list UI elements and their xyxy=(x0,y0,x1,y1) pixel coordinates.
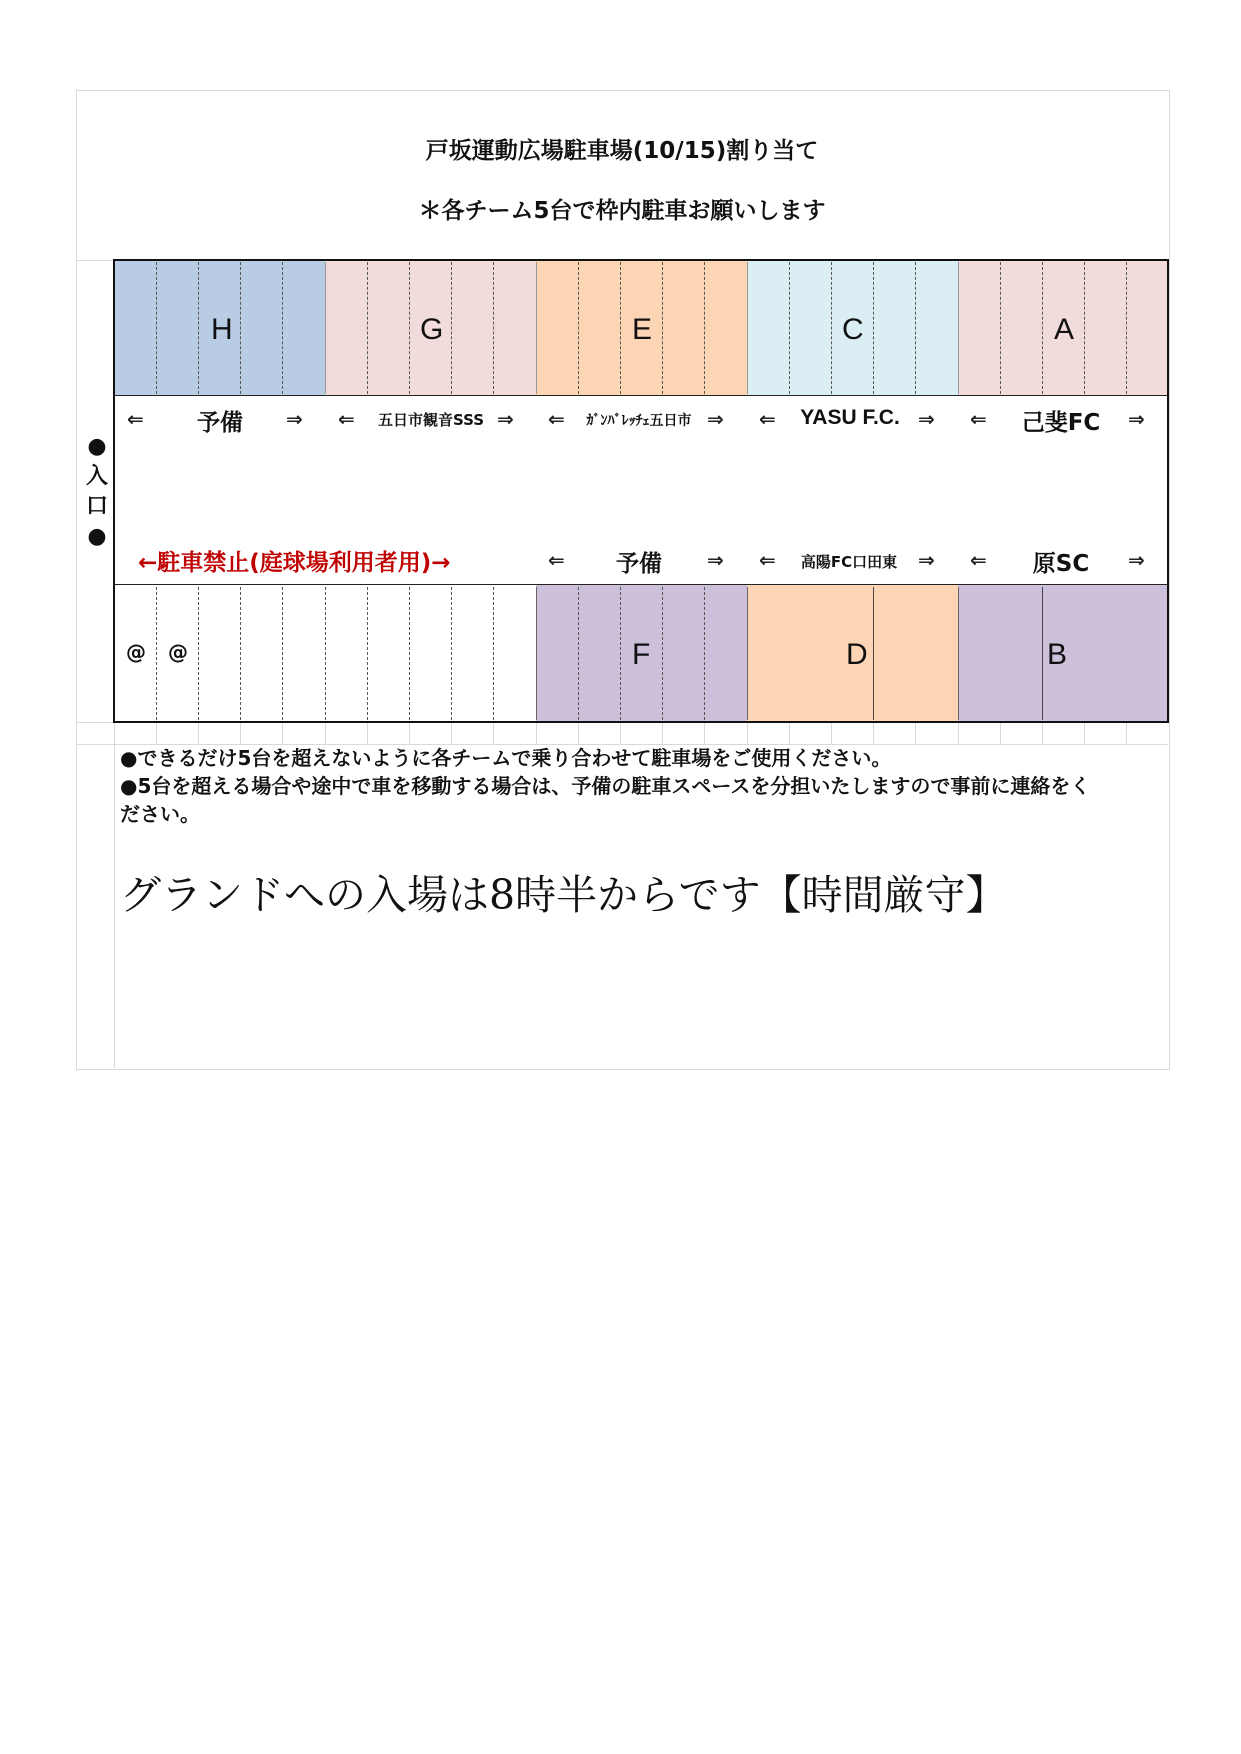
grid-line xyxy=(367,722,368,744)
team-label-G: 五日市観音SSS xyxy=(377,411,485,429)
note-line: ださい。 xyxy=(120,802,200,826)
grid-line xyxy=(1042,722,1043,744)
grid-line xyxy=(958,722,959,744)
grid-line xyxy=(662,722,663,744)
grid-line xyxy=(451,722,452,744)
grid-line xyxy=(1126,722,1127,744)
grid-line xyxy=(873,722,874,744)
left-arrow-icon: ⇐ xyxy=(970,407,987,431)
team-label-F: 予備 xyxy=(616,551,662,577)
dot-icon: ● xyxy=(87,524,107,549)
right-arrow-icon: ⇒ xyxy=(707,407,724,431)
right-arrow-icon: ⇒ xyxy=(1128,407,1145,431)
team-label-E: ｶﾞﾝﾊﾞﾚｯﾁｪ五日市 xyxy=(586,413,692,429)
right-arrow-icon: ⇒ xyxy=(497,407,514,431)
grid-line xyxy=(578,722,579,744)
team-label-D: 高陽FC口田東 xyxy=(800,553,898,571)
grid-line xyxy=(915,722,916,744)
row-separator xyxy=(114,395,1168,396)
row-separator xyxy=(114,584,1168,585)
grid-line xyxy=(1084,722,1085,744)
team-label-H: 予備 xyxy=(197,410,243,436)
dot-icon: ● xyxy=(87,434,107,459)
right-arrow-icon: ⇒ xyxy=(918,548,935,572)
grid-line xyxy=(240,722,241,744)
at-mark: @ xyxy=(126,640,146,664)
right-arrow-icon: ⇒ xyxy=(918,407,935,431)
left-arrow-icon: ⇐ xyxy=(759,548,776,572)
zone-letter-E: E xyxy=(632,313,653,346)
grid-line xyxy=(409,722,410,744)
grid-line xyxy=(282,722,283,744)
grid-line xyxy=(704,722,705,744)
zone-letter-H: H xyxy=(211,313,233,346)
entrance-char: 口 xyxy=(85,494,108,519)
zone-letter-C: C xyxy=(842,313,864,346)
entrance-label xyxy=(84,432,110,552)
entrance-char: 入 xyxy=(85,464,108,489)
grid-line xyxy=(536,722,537,744)
grid-line xyxy=(325,722,326,744)
right-arrow-icon: ⇒ xyxy=(707,548,724,572)
team-label-B: 原SC xyxy=(1032,551,1090,577)
left-arrow-icon: ⇐ xyxy=(548,407,565,431)
no-parking-label: ←駐車禁止(庭球場利用者用)→ xyxy=(138,550,451,576)
grid-line xyxy=(1000,722,1001,744)
grid-line xyxy=(620,722,621,744)
zone-letter-G: G xyxy=(420,313,444,346)
grid-line xyxy=(156,722,157,744)
grid-line xyxy=(198,722,199,744)
grid-line xyxy=(493,722,494,744)
page-title: 戸坂運動広場駐車場(10/15)割り当て xyxy=(425,138,819,164)
zone-letter-D: D xyxy=(846,638,868,671)
zone-letter-F: F xyxy=(632,638,651,671)
grid-line xyxy=(831,722,832,744)
left-arrow-icon: ⇐ xyxy=(759,407,776,431)
at-mark: @ xyxy=(168,640,188,664)
left-arrow-icon: ⇐ xyxy=(338,407,355,431)
left-arrow-icon: ⇐ xyxy=(548,548,565,572)
note-line: ●できるだけ5台を超えないように各チームで乗り合わせて駐車場をご使用ください。 xyxy=(120,746,892,770)
entry-time-notice: グランドへの入場は8時半からです【時間厳守】 xyxy=(120,871,1007,919)
team-label-A: 己斐FC xyxy=(1021,410,1101,436)
left-arrow-icon: ⇐ xyxy=(970,548,987,572)
left-arrow-icon: ⇐ xyxy=(127,407,144,431)
zone-letter-A: A xyxy=(1054,313,1075,346)
note-line: ●5台を超える場合や途中で車を移動する場合は、予備の駐車スペースを分担いたしますので事前に連絡をく xyxy=(120,774,1091,798)
grid-line xyxy=(747,722,748,744)
page-subtitle: ＊各チーム5台で枠内駐車お願いします xyxy=(418,198,826,224)
right-arrow-icon: ⇒ xyxy=(1128,548,1145,572)
team-label-C: YASU F.C. xyxy=(800,406,900,429)
grid-line xyxy=(789,722,790,744)
right-arrow-icon: ⇒ xyxy=(286,407,303,431)
zone-letter-B: B xyxy=(1047,638,1068,671)
